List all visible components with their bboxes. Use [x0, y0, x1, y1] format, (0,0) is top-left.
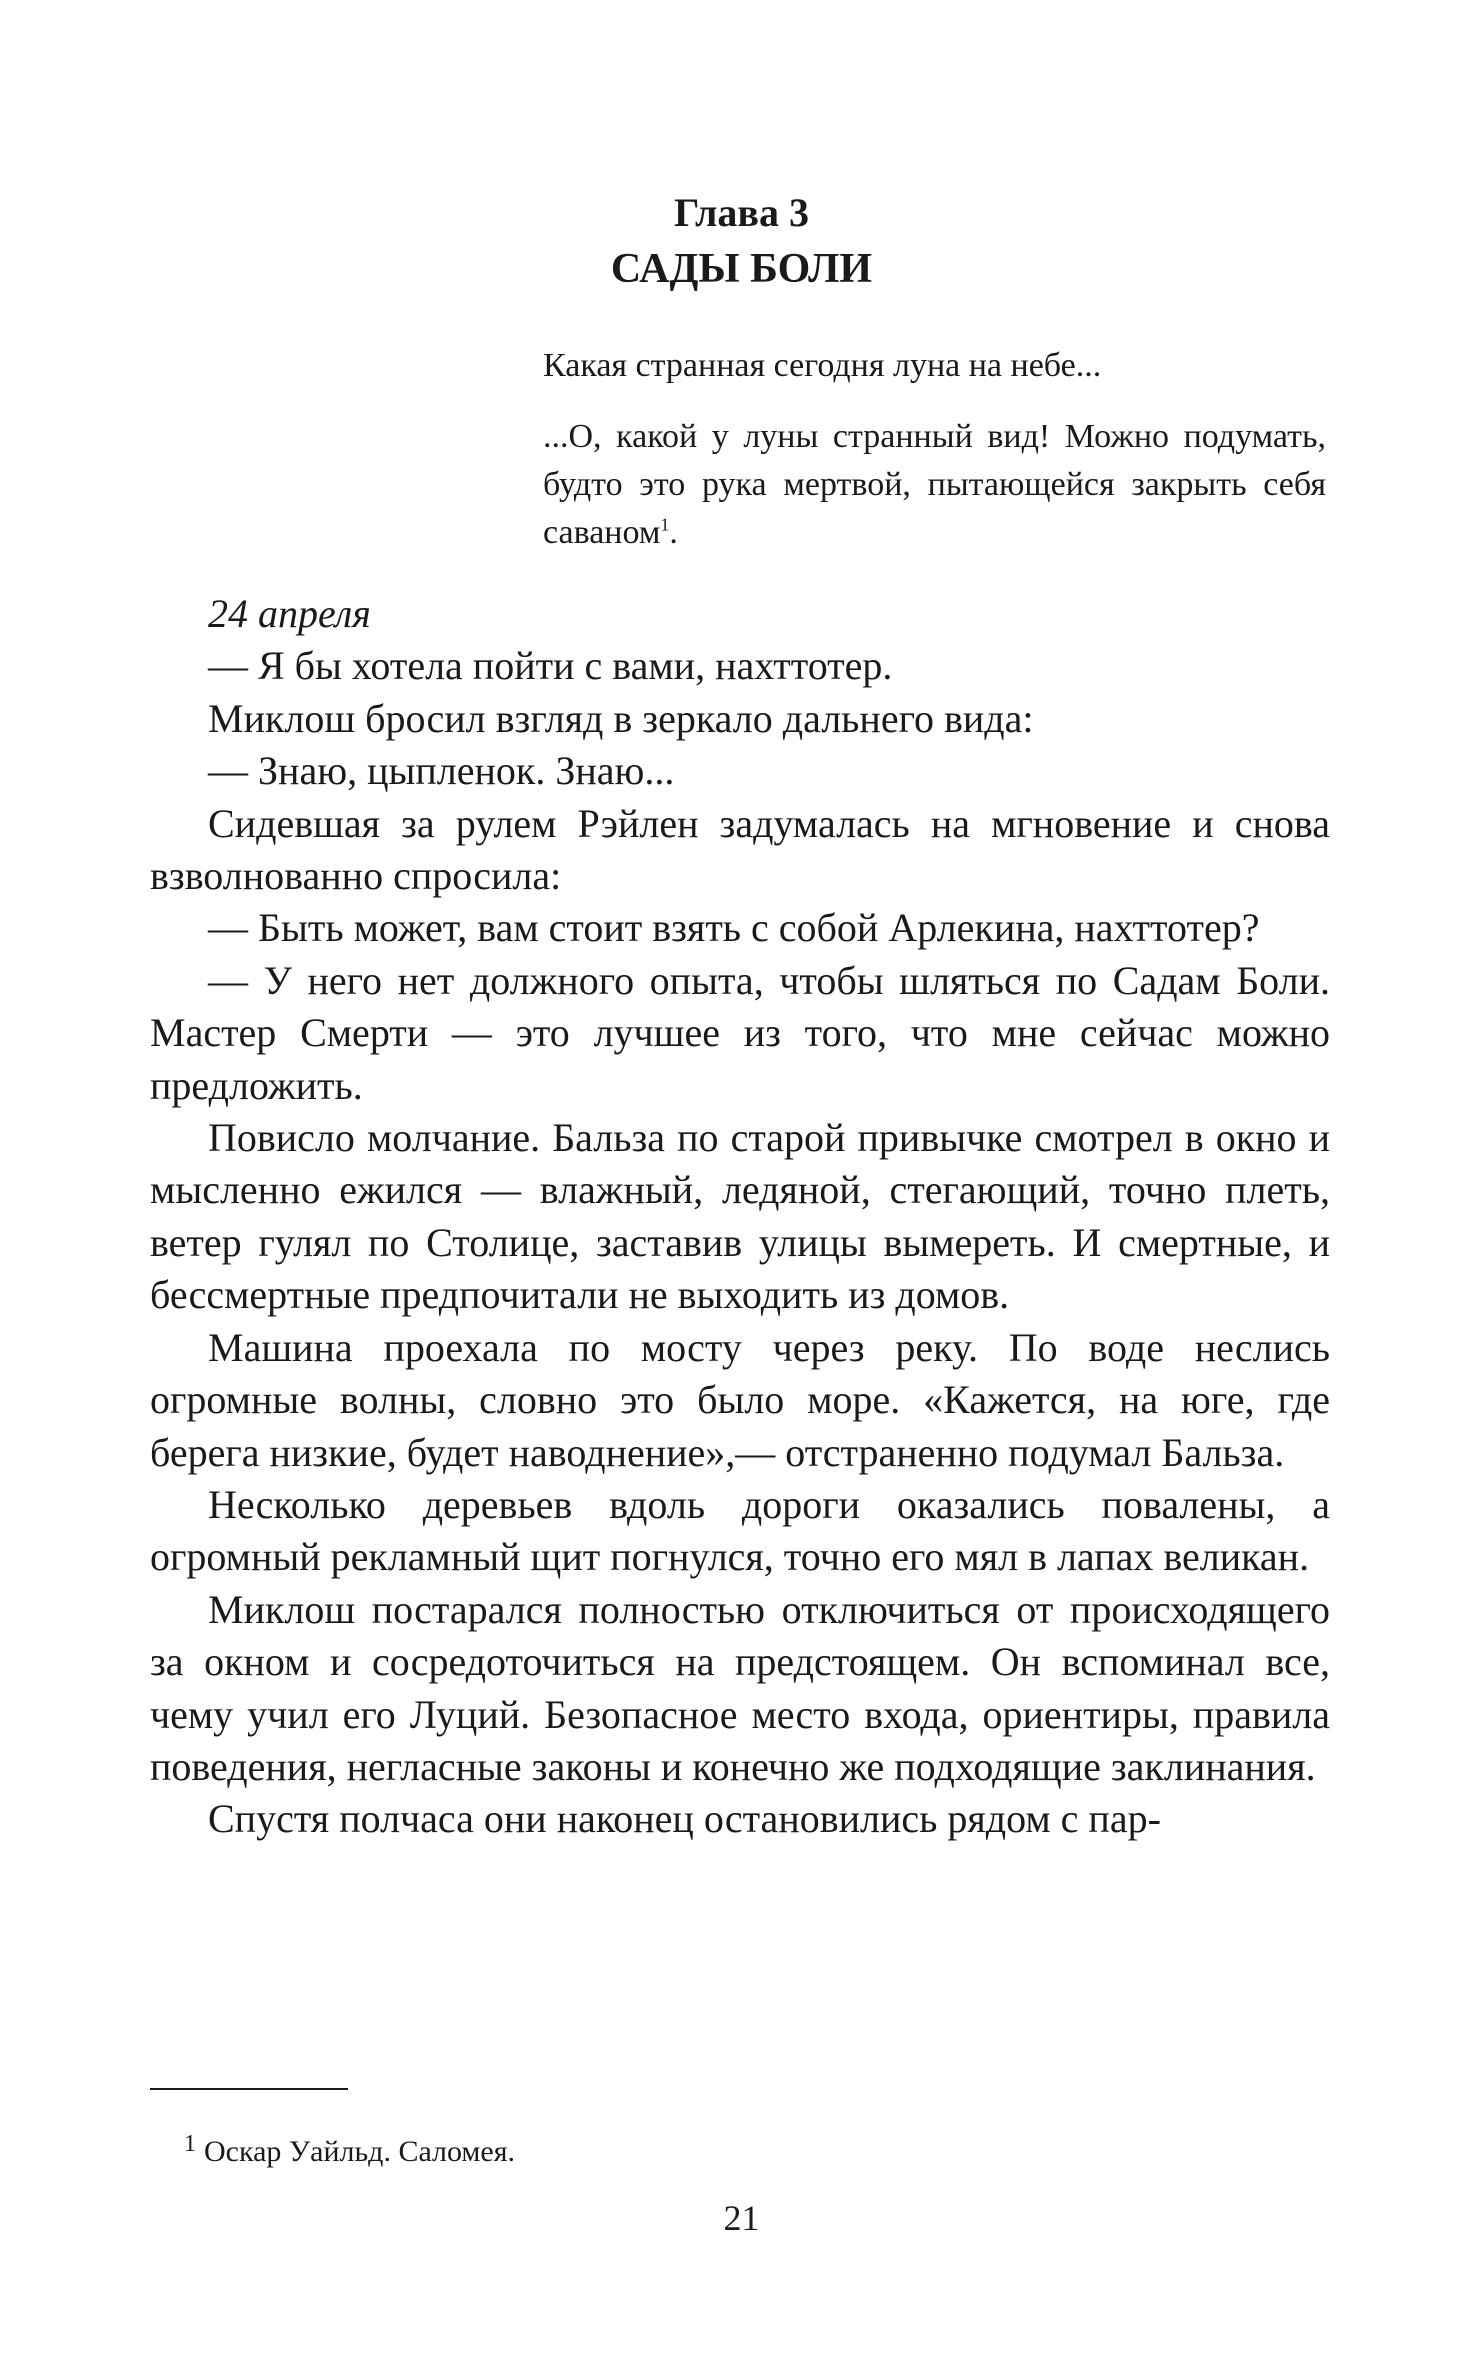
- epigraph-line-1: Какая странная сегодня луна на небе...: [543, 347, 1102, 384]
- paragraph: — Я бы хотела пойти с вами, нахттотер.: [208, 643, 893, 689]
- page-number: 21: [723, 2198, 760, 2238]
- chapter-title: САДЫ БОЛИ: [610, 246, 873, 292]
- paragraph: Сидевшая за рулем Рэйлен задумалась на мгновение и снова взволнованно спросила:: [150, 800, 1330, 899]
- paragraph: Миклош бросил взгляд в зеркало дальнего вида:: [208, 695, 1034, 741]
- footnote: [184, 2124, 515, 2172]
- paragraph: Машина проехала по мосту через реку. По воде неслись огромные волны, словно это было море. «Кажется, на юге, где берега низкие, будет наводнение»,— отстраненно подумал Бальза.: [150, 1324, 1330, 1475]
- body-text: [150, 588, 1330, 1846]
- footnote-text: Оскар Уайльд. Саломея.: [204, 2135, 516, 2168]
- paragraph: Миклош постарался полностью отключиться от происходящего за окном и сосредоточиться на предстоящем. Он вспоминал все, чему учил его Луций. Безопасное место входа, ориентиры, правила поведения, негласные законы и конечно же подходящие заклинания.: [150, 1586, 1330, 1789]
- paragraph: — Быть может, вам стоит взять с собой Арлекина, нахттотер?: [208, 905, 1260, 951]
- chapter-number: Глава 3: [674, 190, 809, 235]
- diary-date: 24 апреля: [208, 591, 371, 636]
- footnote-mark: 1: [184, 2131, 196, 2157]
- epigraph-line-2: [543, 413, 1326, 557]
- paragraph: Спустя полчаса они наконец остановились рядом с пар-: [208, 1796, 1161, 1842]
- epigraph-quote: ...О, какой у луны странный вид! Можно подумать, будто это рука мертвой, пытающейся закрыть себя саваном: [543, 418, 1326, 551]
- paragraph: Несколько деревьев вдоль дороги оказались повалены, а огромный рекламный щит погнулся, точно его мял в лапах великан.: [150, 1481, 1330, 1580]
- paragraph: — Знаю, цыпленок. Знаю...: [208, 748, 675, 794]
- footnote-divider: [150, 2088, 348, 2090]
- epigraph-end: .: [669, 514, 678, 551]
- footnote-reference: 1: [660, 514, 670, 535]
- paragraph: Повисло молчание. Бальза по старой привычке смотрел в окно и мысленно ежился — влажный, ледяной, стегающий, точно плеть, ветер гулял по Столице, заставив улицы вымереть. И смертные, и бессмертные предпочитали не выходить из домов.: [150, 1115, 1330, 1318]
- paragraph: — У него нет должного опыта, чтобы шляться по Садам Боли. Мастер Смерти — это лучшее из того, что мне сейчас можно предложить.: [150, 957, 1330, 1108]
